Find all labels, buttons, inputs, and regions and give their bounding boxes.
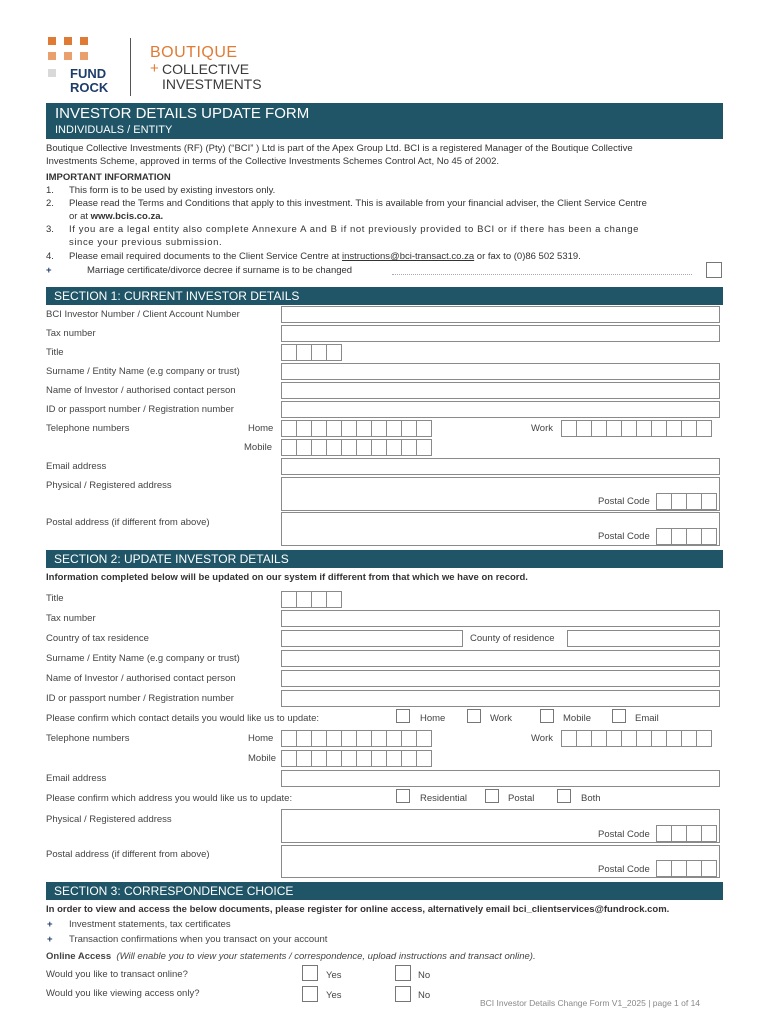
- logo-divider: [130, 38, 131, 96]
- contact-email-checkbox[interactable]: [612, 709, 626, 723]
- fundrock-logo: FUND ROCK: [46, 37, 118, 95]
- instructions-email-link[interactable]: instructions@bci-transact.co.za: [342, 251, 475, 262]
- surname-input[interactable]: [281, 363, 720, 380]
- home-phone-input[interactable]: [281, 420, 431, 437]
- postal-address-input[interactable]: [281, 512, 720, 546]
- bci-logo: BOUTIQUE + COLLECTIVE INVESTMENTS: [150, 44, 262, 92]
- work-phone-input[interactable]: [561, 420, 711, 437]
- viewing-access-yes-checkbox[interactable]: [302, 986, 318, 1002]
- address-both-checkbox[interactable]: [557, 789, 571, 803]
- update-email-input[interactable]: [281, 770, 720, 787]
- country-residence-input[interactable]: [567, 630, 720, 647]
- update-work-phone-input[interactable]: [561, 730, 711, 747]
- update-postal-postal-code-input[interactable]: [656, 860, 716, 877]
- contact-home-checkbox[interactable]: [396, 709, 410, 723]
- bci-number-input[interactable]: [281, 306, 720, 323]
- bcis-link[interactable]: www.bcis.co.za.: [90, 211, 164, 222]
- plus-bullet: +: [47, 919, 53, 930]
- intro-line-2: Investments Scheme, approved in terms of the Collective Investments Schemes Control Act, No 45 of 2002.: [46, 156, 500, 167]
- mobile-input[interactable]: [281, 439, 431, 456]
- form-title: INVESTOR DETAILS UPDATE FORM: [55, 105, 310, 122]
- name-input[interactable]: [281, 382, 720, 399]
- update-title-input[interactable]: [281, 591, 341, 608]
- update-home-phone-input[interactable]: [281, 730, 431, 747]
- email-input[interactable]: [281, 458, 720, 475]
- plus-bullet: +: [47, 934, 53, 945]
- update-surname-input[interactable]: [281, 650, 720, 667]
- update-name-input[interactable]: [281, 670, 720, 687]
- update-physical-address-input[interactable]: [281, 809, 720, 843]
- section1-bar: SECTION 1: CURRENT INVESTOR DETAILS: [46, 287, 723, 305]
- dotted-leader: [392, 274, 692, 275]
- viewing-access-no-checkbox[interactable]: [395, 986, 411, 1002]
- update-postal-address-input[interactable]: [281, 845, 720, 878]
- update-mobile-input[interactable]: [281, 750, 431, 767]
- physical-address-input[interactable]: [281, 477, 720, 511]
- intro-line-1: Boutique Collective Investments (RF) (Pty) (“BCI” ) Ltd is part of the Apex Group Ltd. BCI is a registered Manager of the Boutique Collective: [46, 143, 633, 154]
- update-tax-number-input[interactable]: [281, 610, 720, 627]
- section2-bar: SECTION 2: UPDATE INVESTOR DETAILS: [46, 550, 723, 568]
- transact-online-no-checkbox[interactable]: [395, 965, 411, 981]
- contact-work-checkbox[interactable]: [467, 709, 481, 723]
- country-tax-input[interactable]: [281, 630, 463, 647]
- important-heading: IMPORTANT INFORMATION: [46, 172, 171, 183]
- update-physical-postal-code-input[interactable]: [656, 825, 716, 842]
- transact-online-yes-checkbox[interactable]: [302, 965, 318, 981]
- footer: BCI Investor Details Change Form V1_2025 | page 1 of 14: [480, 998, 701, 1008]
- tax-number-input[interactable]: [281, 325, 720, 342]
- form-header: [46, 103, 723, 139]
- title-input[interactable]: [281, 344, 341, 361]
- postal-postal-code-input[interactable]: [656, 528, 716, 545]
- physical-postal-code-input[interactable]: [656, 493, 716, 510]
- update-id-number-input[interactable]: [281, 690, 720, 707]
- address-residential-checkbox[interactable]: [396, 789, 410, 803]
- address-postal-checkbox[interactable]: [485, 789, 499, 803]
- marriage-certificate-checkbox[interactable]: [706, 262, 722, 278]
- plus-bullet: +: [46, 265, 52, 276]
- id-number-input[interactable]: [281, 401, 720, 418]
- contact-mobile-checkbox[interactable]: [540, 709, 554, 723]
- section3-bar: SECTION 3: CORRESPONDENCE CHOICE: [46, 882, 723, 900]
- form-subtitle: INDIVIDUALS / ENTITY: [55, 124, 173, 136]
